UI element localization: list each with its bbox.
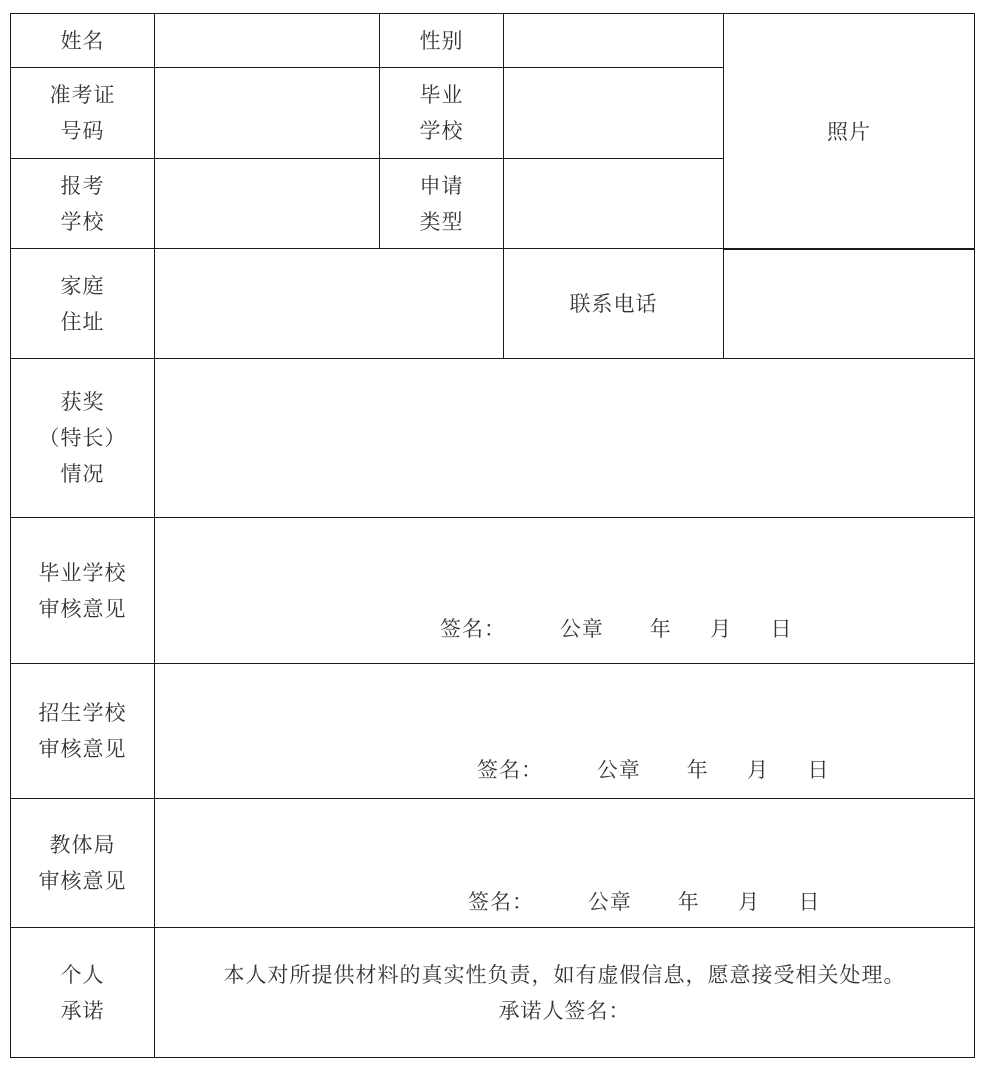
photo-cell[interactable] xyxy=(723,13,975,250)
gender-label: 性别 xyxy=(419,28,464,53)
address-field[interactable] xyxy=(154,248,504,359)
address-label-cell xyxy=(10,248,155,359)
phone-label-cell xyxy=(503,248,724,359)
pledge-text: 本人对所提供材料的真实性负责，如有虚假信息，愿意接受相关处理。 xyxy=(223,963,906,987)
gender-field[interactable] xyxy=(503,13,724,68)
edu-review-label-cell xyxy=(10,798,155,928)
application-form-table xyxy=(10,13,975,1058)
apply-type-label: 申请 类型 xyxy=(419,173,464,234)
gender-label-cell xyxy=(379,13,504,68)
phone-label: 联系电话 xyxy=(569,291,658,316)
grad-school-label: 毕业 学校 xyxy=(419,83,464,143)
name-label-cell xyxy=(10,13,155,68)
enroll-review-sign-line: 签名： 公章 年 月 日 xyxy=(477,758,830,782)
exam-id-label: 准考证 号码 xyxy=(49,83,116,143)
photo-label: 照片 xyxy=(827,119,871,144)
awards-field[interactable] xyxy=(154,358,975,518)
phone-field[interactable] xyxy=(723,248,975,359)
exam-id-field[interactable] xyxy=(154,67,380,159)
enroll-review-label-cell xyxy=(10,663,155,799)
grad-review-label-cell xyxy=(10,517,155,664)
grad-school-label-cell xyxy=(379,67,504,159)
awards-label: 获奖 （特长） 情况 xyxy=(38,390,127,486)
address-label: 家庭 住址 xyxy=(60,273,105,334)
pledge-label-cell xyxy=(10,927,155,1058)
apply-type-field[interactable] xyxy=(503,158,724,249)
apply-school-field[interactable] xyxy=(154,158,380,249)
grad-review-label: 毕业学校 审核意见 xyxy=(38,560,127,621)
apply-school-label: 报考 学校 xyxy=(60,173,105,234)
name-label: 姓名 xyxy=(60,28,105,53)
pledge-label: 个人 承诺 xyxy=(60,962,105,1023)
grad-review-sign-line: 签名： 公章 年 月 日 xyxy=(440,617,793,641)
pledge-signature-label: 承诺人签名： xyxy=(498,999,631,1023)
apply-school-label-cell xyxy=(10,158,155,249)
enroll-review-label: 招生学校 审核意见 xyxy=(38,701,127,761)
edu-review-label: 教体局 审核意见 xyxy=(38,833,127,893)
grad-school-field[interactable] xyxy=(503,67,724,159)
exam-id-label-cell xyxy=(10,67,155,159)
edu-review-sign-line: 签名： 公章 年 月 日 xyxy=(468,890,821,914)
name-field[interactable] xyxy=(154,13,380,68)
apply-type-label-cell xyxy=(379,158,504,249)
awards-label-cell xyxy=(10,358,155,518)
